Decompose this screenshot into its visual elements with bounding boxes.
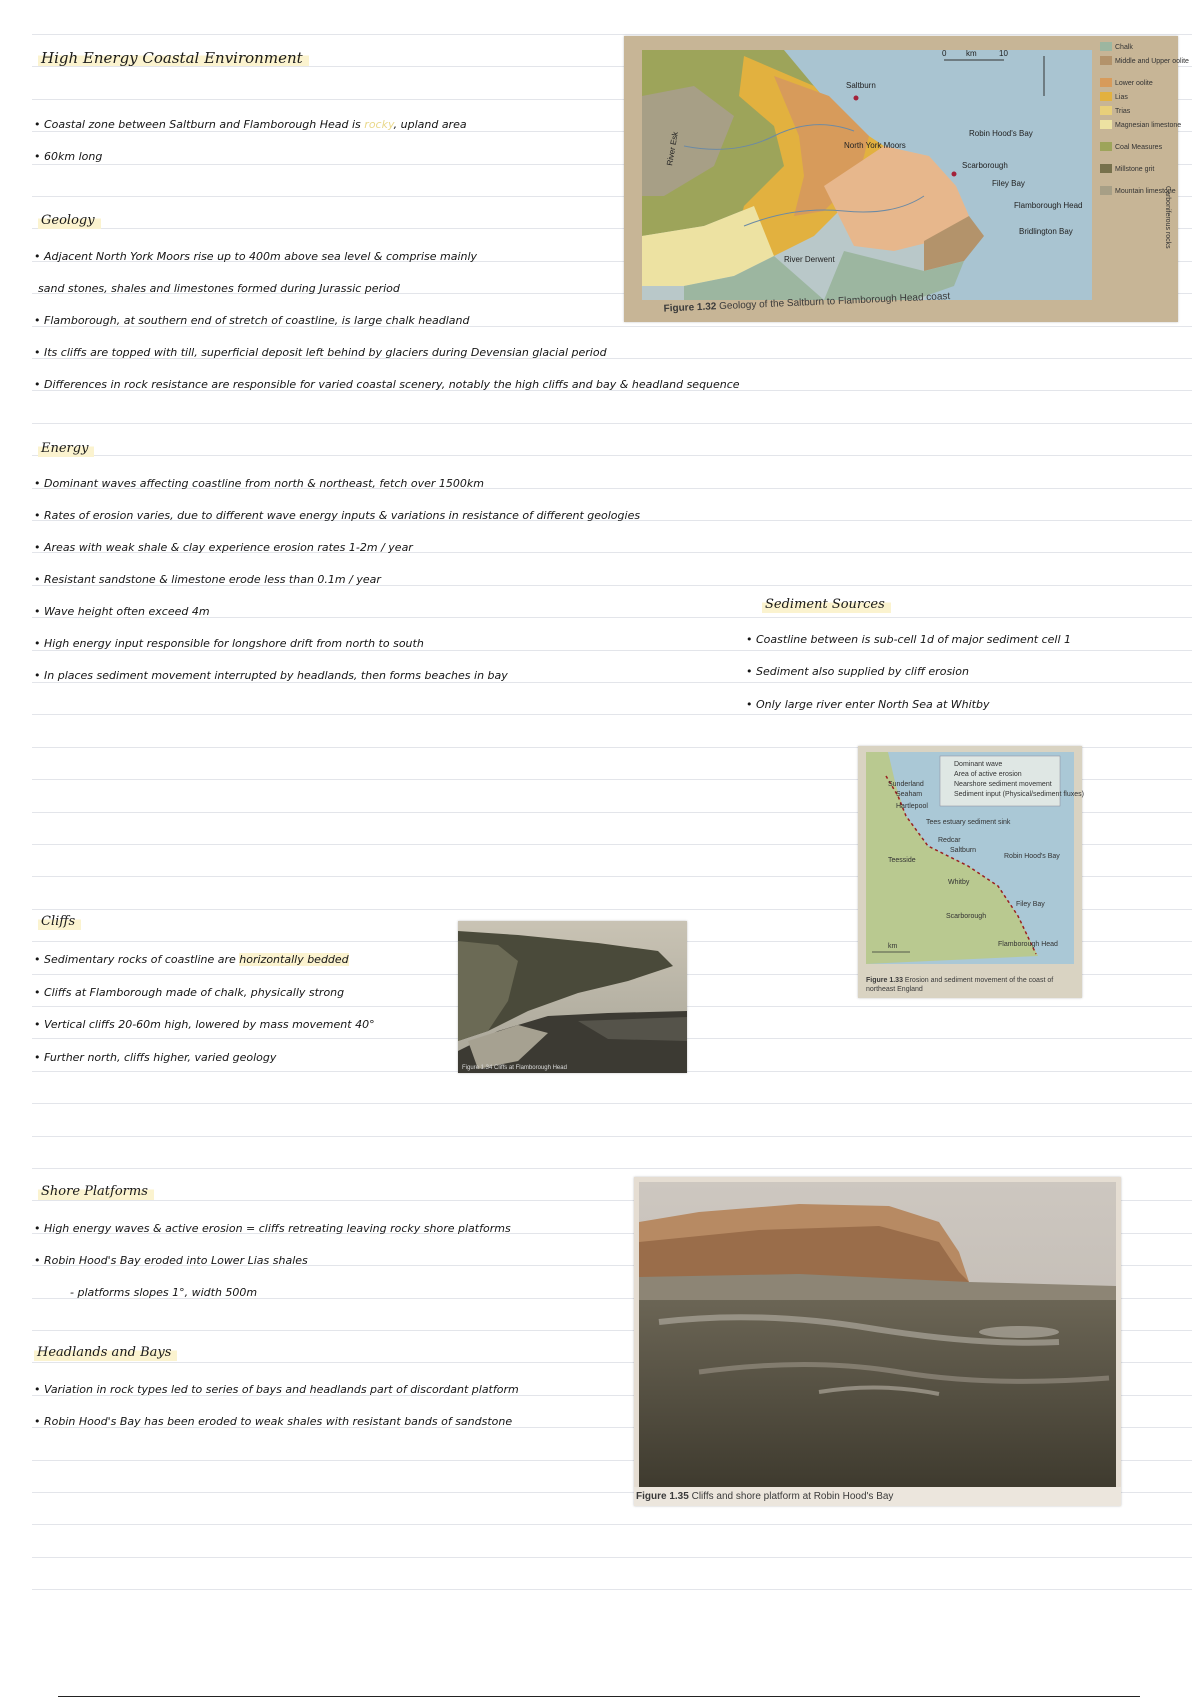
caption-label: Figure 1.32 <box>663 301 717 315</box>
geology-bullet: • Flamborough, at southern end of stretch of coastline, is large chalk headland <box>34 314 470 327</box>
energy-bullet: • Dominant waves affecting coastline from north & northeast, fetch over 1500km <box>34 477 484 490</box>
cliffs-bullet-text: Further north, cliffs higher, varied geology <box>44 1051 277 1064</box>
sediment-bullet: • Only large river enter North Sea at Whitby <box>746 698 990 711</box>
intro-line-1-after: , upland area <box>393 118 467 131</box>
scale-unit: km <box>966 49 977 58</box>
energy-bullet-text: Resistant sandstone & limestone erode less than 0.1m / year <box>44 573 381 586</box>
ruled-line <box>32 1103 1192 1104</box>
legend-swatch <box>1100 106 1112 115</box>
shore-platforms-bullet-text: High energy waves & active erosion = cliffs retreating leaving rocky shore platforms <box>44 1222 511 1235</box>
map-place-label: Saltburn <box>846 81 876 90</box>
legend-label: Chalk <box>1115 44 1133 51</box>
cliffs-bullet-text: Sedimentary rocks of coastline are <box>44 953 236 966</box>
energy-bullet: • Areas with weak shale & clay experience erosion rates 1-2m / year <box>34 541 413 554</box>
sediment-map-figure <box>858 746 1082 998</box>
figure-1-33-caption <box>858 974 1082 998</box>
legend-swatch <box>1100 92 1112 101</box>
caption-label: Figure 1.33 <box>866 977 903 984</box>
legend-swatch <box>1100 78 1112 87</box>
shore-platforms-sub-text: platforms slopes 1°, width 500m <box>77 1286 258 1299</box>
shore-platforms-bullet-text: Robin Hood's Bay eroded into Lower Lias shales <box>44 1254 308 1267</box>
scale-unit: km <box>888 943 898 950</box>
energy-heading: Energy <box>38 440 94 458</box>
map-key-item: Nearshore sediment movement <box>954 781 1052 788</box>
scale-tick: 10 <box>999 49 1008 58</box>
geology-bullet <box>38 282 400 296</box>
energy-bullet-text: Wave height often exceed 4m <box>44 605 210 618</box>
map-place-label: Scarborough <box>946 913 987 920</box>
sediment-bullet: • Coastline between is sub-cell 1d of major sediment cell 1 <box>746 633 1072 646</box>
geology-bullet-text: sand stones, shales and limestones formed during Jurassic period <box>38 282 400 295</box>
legend-label: Trias <box>1115 108 1131 115</box>
geology-bullet-text: Differences in rock resistance are responsible for varied coastal scenery, notably the high cliffs and bay & headland sequence <box>44 378 740 391</box>
legend-label: Mountain limestone <box>1115 188 1176 195</box>
cliffs-bullet-text: Vertical cliffs 20-60m high, lowered by mass movement 40° <box>44 1018 375 1031</box>
sediment-map <box>858 746 1082 998</box>
ruled-line <box>32 1136 1192 1137</box>
geology-bullet: • Its cliffs are topped with till, superficial deposit left behind by glaciers during Devensian glacial period <box>34 346 607 359</box>
geology-map <box>624 36 1189 322</box>
shore-platforms-heading: Shore Platforms <box>38 1183 154 1201</box>
energy-bullet: • High energy input responsible for longshore drift from north to south <box>34 637 424 650</box>
ruled-line <box>32 1589 1192 1590</box>
legend-swatch <box>1100 42 1112 51</box>
intro-highlight-rocky: rocky <box>364 118 394 131</box>
cliffs-photo <box>458 921 687 1073</box>
map-place-label: Hartlepool <box>896 803 928 810</box>
energy-bullet-text: High energy input responsible for longshore drift from north to south <box>44 637 424 650</box>
map-place-label: Robin Hood's Bay <box>1004 853 1060 860</box>
energy-bullet: • In places sediment movement interrupted by headlands, then forms beaches in bay <box>34 669 508 682</box>
headlands-bullet-text: Variation in rock types led to series of bays and headlands part of discordant platform <box>44 1383 519 1396</box>
map-place-label: Flamborough Head <box>998 941 1058 948</box>
map-key-item: Sediment input (Physical/sediment fluxes) <box>954 791 1084 798</box>
energy-bullet: • Resistant sandstone & limestone erode less than 0.1m / year <box>34 573 381 586</box>
legend-label: Lower oolite <box>1115 80 1153 87</box>
map-place-label: Saltburn <box>950 847 977 854</box>
map-place-label: Robin Hood's Bay <box>969 129 1033 138</box>
figure-1-35-caption <box>634 1487 1121 1506</box>
map-place-label: Flamborough Head <box>1014 201 1083 210</box>
shore-platforms-bullet: • High energy waves & active erosion = cliffs retreating leaving rocky shore platforms <box>34 1222 511 1235</box>
cliffs-bullet: • Vertical cliffs 20-60m high, lowered by mass movement 40° <box>34 1018 375 1031</box>
headlands-bullet: • Robin Hood's Bay has been eroded to weak shales with resistant bands of sandstone <box>34 1415 513 1428</box>
map-place-label: Whitby <box>948 879 970 886</box>
geology-map-figure <box>624 36 1189 322</box>
map-place-label: River Derwent <box>784 255 835 264</box>
map-place-label: North York Moors <box>844 141 906 150</box>
legend-swatch <box>1100 120 1112 129</box>
headlands-bullet-text: Robin Hood's Bay has been eroded to weak shales with resistant bands of sandstone <box>44 1415 513 1428</box>
cliffs-bullet: • Sedimentary rocks of coastline are horizontally bedded <box>34 953 349 966</box>
legend-swatch <box>1100 56 1112 65</box>
sediment-sources-heading: Sediment Sources <box>762 596 891 614</box>
map-key-item: Area of active erosion <box>954 771 1022 778</box>
map-place-label: Scarborough <box>962 161 1008 170</box>
energy-bullet: • Wave height often exceed 4m <box>34 605 210 618</box>
map-key-item: Dominant wave <box>954 761 1003 768</box>
caption-label: Figure 1.35 <box>636 1491 689 1502</box>
robin-hoods-bay-photo <box>639 1182 1116 1490</box>
cliffs-bullet-text: Cliffs at Flamborough made of chalk, physically strong <box>44 986 345 999</box>
caption-text: Erosion and sediment movement of the coast of northeast England <box>866 977 1054 993</box>
map-place-label: Redcar <box>938 837 961 844</box>
sediment-bullet-text: Sediment also supplied by cliff erosion <box>756 665 969 678</box>
legend-swatch <box>1100 164 1112 173</box>
energy-bullet-text: Rates of erosion varies, due to different wave energy inputs & variations in resistance of different geologies <box>44 509 641 522</box>
ruled-line <box>32 423 1192 424</box>
map-place-label: Tees estuary sediment sink <box>926 819 1011 826</box>
map-place-label: Bridlington Bay <box>1019 227 1073 236</box>
geology-bullet: • Adjacent North York Moors rise up to 400m above sea level & comprise mainly <box>34 250 478 263</box>
map-place-label: Teesside <box>888 857 916 864</box>
map-place-label: River Esk <box>665 131 680 167</box>
scale-tick: 0 <box>942 49 947 58</box>
ruled-line <box>32 455 1192 456</box>
map-place-label: Filey Bay <box>992 179 1025 188</box>
sediment-bullet-text: Coastline between is sub-cell 1d of major sediment cell 1 <box>756 633 1072 646</box>
cliffs-highlight: horizontally bedded <box>239 953 349 966</box>
headlands-bays-heading: Headlands and Bays <box>34 1344 177 1362</box>
caption-text: Cliffs and shore platform at Robin Hood's Bay <box>691 1491 894 1502</box>
ruled-line <box>32 1168 1192 1169</box>
page-title: High Energy Coastal Environment <box>38 49 309 67</box>
shore-platforms-sub-bullet: - platforms slopes 1°, width 500m <box>70 1286 258 1299</box>
legend-label: Middle and Upper oolite <box>1115 58 1189 65</box>
intro-length: 60km long <box>44 150 103 163</box>
headlands-bullet: • Variation in rock types led to series of bays and headlands part of discordant platform <box>34 1383 519 1396</box>
cliffs-bullet: • Further north, cliffs higher, varied geology <box>34 1051 277 1064</box>
energy-bullet-text: In places sediment movement interrupted by headlands, then forms beaches in bay <box>44 669 508 682</box>
cliffs-photo-image <box>458 921 687 1073</box>
map-place-label: Sunderland <box>888 781 924 788</box>
map-place-label: Filey Bay <box>1016 901 1045 908</box>
geology-heading: Geology <box>38 212 101 230</box>
legend-label: Lias <box>1115 94 1128 101</box>
legend-label: Magnesian limestone <box>1115 122 1182 129</box>
geology-bullet-text: Its cliffs are topped with till, superficial deposit left behind by glaciers during Devensian glacial period <box>44 346 607 359</box>
geology-bullet-text: Adjacent North York Moors rise up to 400m above sea level & comprise mainly <box>44 250 478 263</box>
energy-bullet-text: Areas with weak shale & clay experience erosion rates 1-2m / year <box>44 541 413 554</box>
cliffs-heading: Cliffs <box>38 913 81 931</box>
energy-bullet: • Rates of erosion varies, due to different wave energy inputs & variations in resistance of different geologies <box>34 509 641 522</box>
ruled-line <box>32 714 1192 715</box>
intro-line-2: • 60km long <box>34 150 103 163</box>
page-bottom-rule <box>58 1696 1140 1697</box>
sediment-bullet-text: Only large river enter North Sea at Whitby <box>756 698 990 711</box>
intro-line-1: • Coastal zone between Saltburn and Flamborough Head is rocky, upland area <box>34 118 467 131</box>
ruled-line <box>32 34 1192 35</box>
shore-platforms-bullet: • Robin Hood's Bay eroded into Lower Lias shales <box>34 1254 308 1267</box>
ruled-line <box>32 1524 1192 1525</box>
map-place-label: Seaham <box>896 791 923 798</box>
cliffs-photo-caption: Figure 1.34 Cliffs at Flamborough Head <box>462 1065 567 1071</box>
legend-group-label: Carboniferous rocks <box>1164 186 1171 249</box>
legend-label: Millstone grit <box>1115 166 1155 173</box>
geology-bullet-text: Flamborough, at southern end of stretch of coastline, is large chalk headland <box>44 314 470 327</box>
robin-hoods-bay-figure <box>634 1177 1121 1506</box>
energy-bullet-text: Dominant waves affecting coastline from north & northeast, fetch over 1500km <box>44 477 484 490</box>
geology-bullet: • Differences in rock resistance are responsible for varied coastal scenery, notably the high cliffs and bay & headland sequence <box>34 378 740 391</box>
intro-line-1-before: Coastal zone between Saltburn and Flamborough Head is <box>44 118 361 131</box>
sediment-bullet: • Sediment also supplied by cliff erosion <box>746 665 969 678</box>
caption-text: Geology of the Saltburn to Flamborough Head coast <box>718 291 951 313</box>
legend-swatch <box>1100 186 1112 195</box>
legend-swatch <box>1100 142 1112 151</box>
cliffs-bullet: • Cliffs at Flamborough made of chalk, physically strong <box>34 986 345 999</box>
legend-label: Coal Measures <box>1115 144 1163 151</box>
ruled-line <box>32 1557 1192 1558</box>
